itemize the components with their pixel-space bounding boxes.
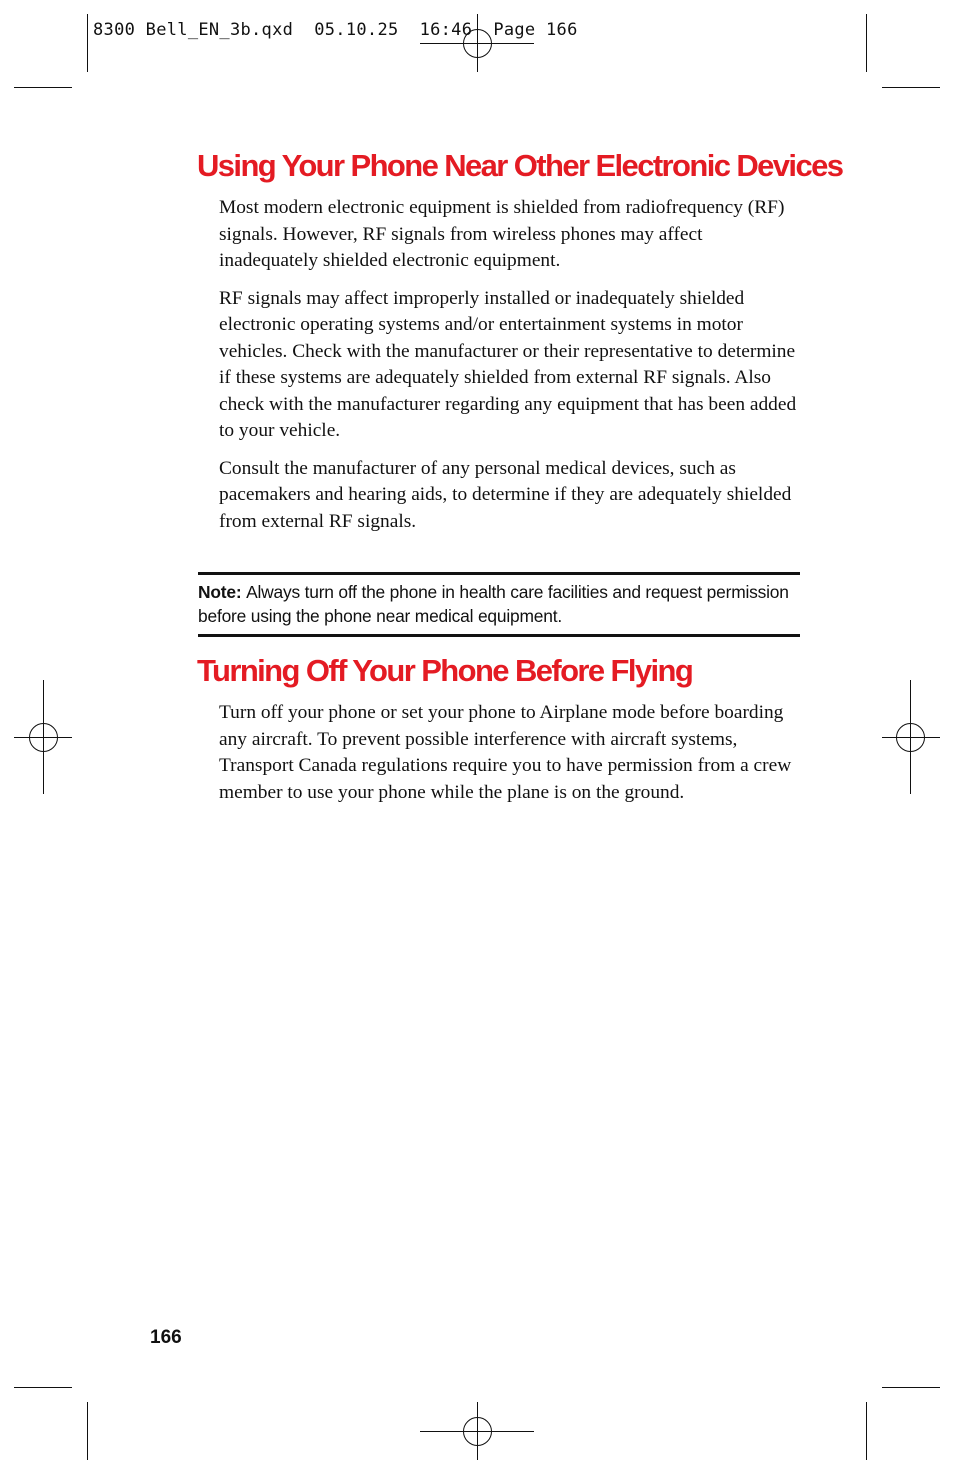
file-slug: 8300 Bell_EN_3b.qxd 05.10.25 16:46 Page 166: [93, 20, 578, 40]
section-body-before-flying: [219, 700, 804, 817]
registration-mark-top: [420, 14, 534, 72]
registration-mark-right: [882, 680, 940, 794]
registration-mark-bottom: [420, 1402, 534, 1460]
body-paragraph: RF signals may affect improperly installed or inadequately shielded electronic operating systems and/or entertainment systems in motor vehicles. Check with the manufacturer or their representative to determine if these systems are adequately shielded from external RF signals. Also check with the manufacturer regarding any equipment that has been added to your vehicle.: [219, 287, 797, 441]
body-paragraph: Most modern electronic equipment is shielded from radiofrequency (RF) signals. However, RF signals from wireless phones may affect inadequately shielded electronic equipment.: [219, 197, 785, 271]
page-number: 166: [150, 1327, 182, 1348]
note-label: Note:: [198, 582, 247, 602]
section-body-electronic-devices: [219, 195, 804, 546]
note-text: Always turn off the phone in health care facilities and request permission before using the phone near medical equipment.: [198, 582, 789, 626]
body-paragraph: Consult the manufacturer of any personal medical devices, such as pacemakers and hearing aids, to determine if they are adequately shielded from external RF signals.: [219, 457, 792, 532]
section-heading-electronic-devices: Using Your Phone Near Other Electronic Devices: [197, 148, 843, 183]
body-paragraph: Turn off your phone or set your phone to Airplane mode before boarding any aircraft. To prevent possible interference with aircraft systems, Transport Canada regulations require you to have permission from a crew member to use your phone while the plane is on the ground.: [219, 702, 792, 803]
registration-mark-left: [14, 680, 72, 794]
section-heading-before-flying: Turning Off Your Phone Before Flying: [197, 653, 693, 688]
note-box: [198, 572, 800, 637]
